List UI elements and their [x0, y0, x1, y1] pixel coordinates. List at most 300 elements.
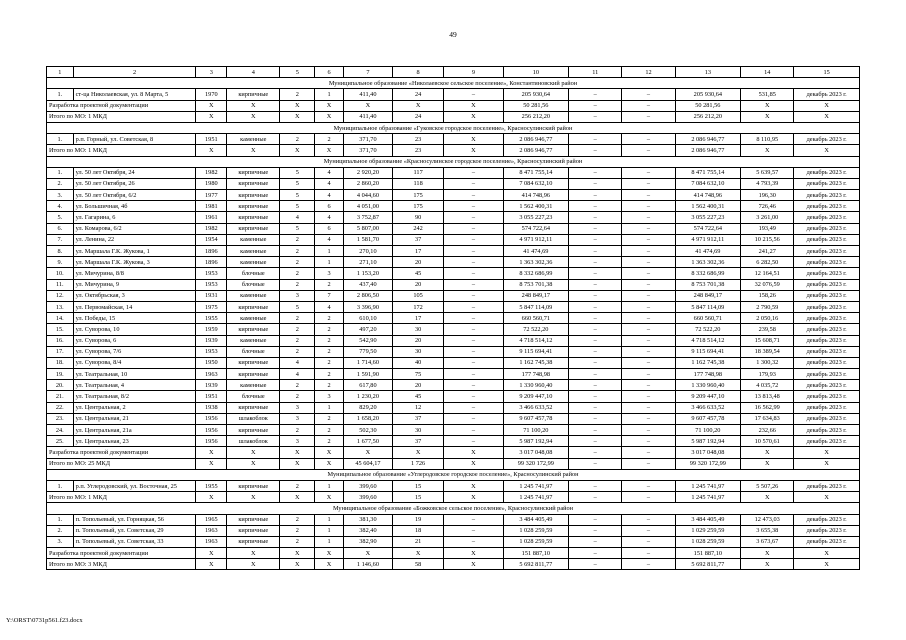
- table-cell: –: [569, 100, 622, 111]
- table-row: [47, 190, 860, 201]
- table-cell: X: [196, 145, 227, 156]
- table-cell: –: [444, 380, 503, 391]
- table-cell: 117: [393, 167, 444, 178]
- table-cell: 37: [393, 436, 444, 447]
- table-cell: 75: [393, 369, 444, 380]
- table-cell: 2: [280, 257, 315, 268]
- table-cell: 6: [315, 201, 344, 212]
- table-cell: декабрь 2023 г.: [794, 201, 860, 212]
- table-cell: 2: [280, 268, 315, 279]
- table-cell: X: [280, 447, 315, 458]
- table-cell: 2: [280, 391, 315, 402]
- table-cell: 411,40: [343, 111, 392, 122]
- table-row: [47, 536, 860, 547]
- table-cell: 1955: [196, 480, 227, 491]
- column-header: 7: [343, 67, 392, 78]
- table-cell: 20.: [47, 380, 74, 391]
- table-cell: –: [444, 279, 503, 290]
- table-cell: 151 887,10: [503, 548, 569, 559]
- table-cell: 502,30: [343, 425, 392, 436]
- table-cell: X: [794, 458, 860, 469]
- table-cell: X: [444, 145, 503, 156]
- table-cell: кирпичные: [227, 402, 280, 413]
- table-cell: –: [622, 480, 675, 491]
- table-cell: 5: [280, 178, 315, 189]
- table-cell: 248 849,17: [503, 290, 569, 301]
- table-cell: 3 484 405,49: [675, 514, 741, 525]
- table-cell: –: [569, 514, 622, 525]
- table-cell: 1939: [196, 335, 227, 346]
- summary-label: Итого по МО: 3 МКД: [47, 559, 196, 570]
- table-cell: 14.: [47, 313, 74, 324]
- table-cell: шлакоблок: [227, 413, 280, 424]
- table-cell: –: [569, 335, 622, 346]
- table-cell: –: [444, 436, 503, 447]
- table-cell: декабрь 2023 г.: [794, 536, 860, 547]
- table-cell: 2: [315, 335, 344, 346]
- table-row: [47, 212, 860, 223]
- table-cell: X: [393, 100, 444, 111]
- table-cell: –: [569, 190, 622, 201]
- table-cell: 1982: [196, 223, 227, 234]
- table-cell: –: [569, 246, 622, 257]
- table-cell: –: [569, 380, 622, 391]
- table-cell: 193,49: [741, 223, 794, 234]
- address-cell: р.п. Горный, ул. Советская, 8: [73, 134, 196, 145]
- table-cell: 58: [393, 559, 444, 570]
- table-cell: 8 753 701,38: [675, 279, 741, 290]
- table-cell: 45: [393, 268, 444, 279]
- table-cell: X: [227, 111, 280, 122]
- table-cell: 2: [280, 324, 315, 335]
- table-cell: X: [196, 548, 227, 559]
- table-cell: декабрь 2023 г.: [794, 167, 860, 178]
- table-cell: каменные: [227, 380, 280, 391]
- footer-file-path: Y:\ORST\0731p561.f23.docx: [6, 617, 83, 624]
- table-cell: 1 245 741,97: [503, 492, 569, 503]
- table-cell: 1980: [196, 178, 227, 189]
- table-cell: 19: [393, 514, 444, 525]
- section-header-row: [47, 469, 860, 480]
- table-cell: декабрь 2023 г.: [794, 212, 860, 223]
- table-cell: 172: [393, 301, 444, 312]
- table-cell: 497,20: [343, 324, 392, 335]
- table-cell: 2: [280, 279, 315, 290]
- table-cell: каменные: [227, 134, 280, 145]
- table-cell: 2: [315, 425, 344, 436]
- table-cell: X: [444, 134, 503, 145]
- table-cell: 1896: [196, 257, 227, 268]
- table-cell: 2 860,20: [343, 178, 392, 189]
- table-cell: 13 813,48: [741, 391, 794, 402]
- table-cell: 9 115 694,41: [503, 346, 569, 357]
- table-cell: 9 209 447,10: [503, 391, 569, 402]
- table-cell: 15 608,71: [741, 335, 794, 346]
- table-cell: 4: [315, 190, 344, 201]
- table-cell: 1 562 400,31: [503, 201, 569, 212]
- table-cell: 1975: [196, 301, 227, 312]
- table-cell: X: [315, 458, 344, 469]
- table-cell: 30: [393, 346, 444, 357]
- table-cell: 5: [280, 190, 315, 201]
- table-cell: 2: [315, 436, 344, 447]
- table-cell: 2 920,20: [343, 167, 392, 178]
- table-cell: 9 209 447,10: [675, 391, 741, 402]
- table-cell: X: [196, 111, 227, 122]
- address-cell: ул. Театральная, 10: [73, 369, 196, 380]
- table-cell: 1 363 302,36: [503, 257, 569, 268]
- table-cell: –: [444, 178, 503, 189]
- table-cell: 2 050,16: [741, 313, 794, 324]
- table-cell: каменные: [227, 335, 280, 346]
- summary-label: Разработка проектной документации: [47, 548, 196, 559]
- table-cell: кирпичные: [227, 190, 280, 201]
- table-cell: 9.: [47, 257, 74, 268]
- table-cell: X: [741, 548, 794, 559]
- address-cell: ул. Центральная, 23: [73, 436, 196, 447]
- table-cell: 4: [280, 212, 315, 223]
- table-cell: 8 110,95: [741, 134, 794, 145]
- table-cell: 3: [315, 268, 344, 279]
- table-cell: 8.: [47, 246, 74, 257]
- table-cell: 30: [393, 324, 444, 335]
- table-cell: 175: [393, 190, 444, 201]
- table-cell: 5 847 114,09: [503, 301, 569, 312]
- table-cell: –: [444, 290, 503, 301]
- table-cell: 2: [315, 134, 344, 145]
- summary-label: Итого по МО: 25 МКД: [47, 458, 196, 469]
- table-cell: 205 930,64: [503, 89, 569, 100]
- address-cell: р.п. Углеродовский, ул. Восточная, 25: [73, 480, 196, 491]
- table-cell: 242: [393, 223, 444, 234]
- table-cell: кирпичные: [227, 89, 280, 100]
- table-cell: 1951: [196, 391, 227, 402]
- table-cell: –: [569, 525, 622, 536]
- table-cell: X: [280, 458, 315, 469]
- table-cell: –: [622, 223, 675, 234]
- table-row: [47, 369, 860, 380]
- column-header: 4: [227, 67, 280, 78]
- table-cell: 1: [315, 536, 344, 547]
- table-row: [47, 301, 860, 312]
- table-cell: –: [444, 268, 503, 279]
- table-cell: 382,40: [343, 525, 392, 536]
- table-cell: 2: [315, 324, 344, 335]
- table-cell: X: [227, 100, 280, 111]
- table-cell: 23.: [47, 413, 74, 424]
- table-cell: –: [622, 201, 675, 212]
- table-cell: 3 466 633,52: [675, 402, 741, 413]
- table-cell: X: [794, 145, 860, 156]
- table-cell: –: [622, 346, 675, 357]
- table-cell: –: [569, 402, 622, 413]
- address-cell: ул. Ленина, 22: [73, 234, 196, 245]
- table-cell: 90: [393, 212, 444, 223]
- address-cell: п. Топольевый, ул. Советская, 29: [73, 525, 196, 536]
- table-cell: 5 847 114,09: [675, 301, 741, 312]
- table-cell: 1 677,50: [343, 436, 392, 447]
- table-cell: 1: [315, 480, 344, 491]
- table-row: [47, 514, 860, 525]
- table-cell: 21.: [47, 391, 74, 402]
- table-cell: 574 722,64: [503, 223, 569, 234]
- table-cell: 2: [280, 525, 315, 536]
- table-cell: X: [227, 145, 280, 156]
- table-cell: 1: [315, 514, 344, 525]
- table-cell: –: [569, 492, 622, 503]
- table-cell: 3 673,67: [741, 536, 794, 547]
- table-cell: X: [343, 100, 392, 111]
- table-cell: 4 035,72: [741, 380, 794, 391]
- table-cell: 381,30: [343, 514, 392, 525]
- column-header: 3: [196, 67, 227, 78]
- table-cell: каменные: [227, 313, 280, 324]
- table-cell: 1956: [196, 436, 227, 447]
- table-cell: 8 332 686,99: [675, 268, 741, 279]
- table-cell: 4 718 514,12: [675, 335, 741, 346]
- table-cell: –: [569, 536, 622, 547]
- table-cell: –: [444, 335, 503, 346]
- table-cell: –: [444, 514, 503, 525]
- column-header: 5: [280, 67, 315, 78]
- address-cell: п. Топольевый, ул. Советская, 33: [73, 536, 196, 547]
- table-cell: 574 722,64: [675, 223, 741, 234]
- summary-row: [47, 447, 860, 458]
- table-cell: 829,20: [343, 402, 392, 413]
- table-cell: X: [794, 100, 860, 111]
- column-header: 9: [444, 67, 503, 78]
- summary-row: [47, 548, 860, 559]
- table-cell: декабрь 2023 г.: [794, 313, 860, 324]
- table-cell: X: [280, 145, 315, 156]
- table-cell: –: [622, 257, 675, 268]
- table-cell: 175: [393, 201, 444, 212]
- table-cell: X: [280, 559, 315, 570]
- table-cell: кирпичные: [227, 167, 280, 178]
- table-cell: 9 607 457,78: [503, 413, 569, 424]
- table-row: [47, 480, 860, 491]
- table-cell: –: [569, 178, 622, 189]
- table-cell: кирпичные: [227, 514, 280, 525]
- table-cell: 72 522,20: [503, 324, 569, 335]
- table-cell: 1954: [196, 234, 227, 245]
- table-cell: 3: [280, 402, 315, 413]
- table-cell: –: [569, 279, 622, 290]
- table-cell: 3: [280, 413, 315, 424]
- table-cell: 3 055 227,23: [503, 212, 569, 223]
- table-cell: 23: [393, 145, 444, 156]
- table-cell: блочные: [227, 268, 280, 279]
- table-cell: –: [444, 425, 503, 436]
- table-cell: 1 363 302,36: [675, 257, 741, 268]
- table-cell: 3 017 048,08: [503, 447, 569, 458]
- table-cell: 1953: [196, 346, 227, 357]
- table-cell: 4: [280, 369, 315, 380]
- table-cell: декабрь 2023 г.: [794, 257, 860, 268]
- table-cell: 371,70: [343, 145, 392, 156]
- table-cell: 2.: [47, 525, 74, 536]
- table-cell: –: [622, 100, 675, 111]
- table-cell: X: [444, 458, 503, 469]
- table-row: [47, 279, 860, 290]
- table-cell: 8 471 755,14: [503, 167, 569, 178]
- column-header: 2: [73, 67, 196, 78]
- table-cell: X: [444, 447, 503, 458]
- table-cell: X: [444, 492, 503, 503]
- table-cell: –: [569, 447, 622, 458]
- table-cell: X: [315, 145, 344, 156]
- table-cell: 17.: [47, 346, 74, 357]
- table-cell: 1982: [196, 167, 227, 178]
- table-cell: 610,10: [343, 313, 392, 324]
- table-cell: 10.: [47, 268, 74, 279]
- table-cell: –: [444, 413, 503, 424]
- table-cell: 5 692 811,77: [675, 559, 741, 570]
- table-cell: 7.: [47, 234, 74, 245]
- table-cell: блочные: [227, 279, 280, 290]
- table-cell: –: [569, 425, 622, 436]
- section-title: Муниципальное образование «Николаевское сельское поселение», Константиновский район: [47, 78, 860, 89]
- table-cell: X: [315, 447, 344, 458]
- table-cell: –: [622, 111, 675, 122]
- table-cell: –: [569, 369, 622, 380]
- table-cell: 1 146,60: [343, 559, 392, 570]
- table-cell: X: [227, 458, 280, 469]
- table-cell: декабрь 2023 г.: [794, 290, 860, 301]
- summary-row: [47, 458, 860, 469]
- table-cell: 1931: [196, 290, 227, 301]
- table-row: [47, 380, 860, 391]
- summary-label: Итого по МО: 1 МКД: [47, 492, 196, 503]
- table-cell: 2 790,59: [741, 301, 794, 312]
- table-cell: 232,66: [741, 425, 794, 436]
- summary-label: Разработка проектной документации: [47, 100, 196, 111]
- table-cell: декабрь 2023 г.: [794, 380, 860, 391]
- address-cell: ул. Театральная, 4: [73, 380, 196, 391]
- table-cell: 20: [393, 279, 444, 290]
- table-cell: 1: [315, 257, 344, 268]
- table-cell: 10 215,56: [741, 234, 794, 245]
- address-cell: ул. Центральная, 2: [73, 402, 196, 413]
- table-cell: X: [343, 548, 392, 559]
- table-cell: –: [622, 413, 675, 424]
- table-cell: 13.: [47, 301, 74, 312]
- table-cell: –: [622, 536, 675, 547]
- table-cell: 8 332 686,99: [503, 268, 569, 279]
- column-header: 14: [741, 67, 794, 78]
- table-cell: 4 793,39: [741, 178, 794, 189]
- table-cell: 3 017 048,08: [675, 447, 741, 458]
- table-cell: 1 029 259,59: [675, 525, 741, 536]
- table-cell: 1.: [47, 480, 74, 491]
- table-cell: X: [196, 458, 227, 469]
- table-cell: 9 115 694,41: [675, 346, 741, 357]
- table-cell: 531,85: [741, 89, 794, 100]
- table-cell: 4: [315, 167, 344, 178]
- address-cell: ул. 50 лет Октября, 24: [73, 167, 196, 178]
- table-row: [47, 134, 860, 145]
- table-row: [47, 324, 860, 335]
- table-cell: 2: [280, 313, 315, 324]
- table-cell: 2: [280, 480, 315, 491]
- table-cell: декабрь 2023 г.: [794, 391, 860, 402]
- table-cell: 5: [280, 223, 315, 234]
- table-cell: –: [622, 324, 675, 335]
- table-row: [47, 167, 860, 178]
- table-cell: 177 748,98: [675, 369, 741, 380]
- table-cell: декабрь 2023 г.: [794, 234, 860, 245]
- table-cell: –: [622, 525, 675, 536]
- table-cell: –: [569, 357, 622, 368]
- table-cell: –: [569, 413, 622, 424]
- table-cell: 15: [393, 492, 444, 503]
- table-cell: –: [444, 246, 503, 257]
- section-title: Муниципальное образование «Божковское сельское поселение», Красносулинский район: [47, 503, 860, 514]
- table-cell: 12 164,51: [741, 268, 794, 279]
- table-cell: 414 748,96: [503, 190, 569, 201]
- table-cell: 2: [280, 134, 315, 145]
- section-header-row: [47, 156, 860, 167]
- table-cell: 2: [315, 380, 344, 391]
- table-cell: 12.: [47, 290, 74, 301]
- table-cell: 1981: [196, 201, 227, 212]
- table-cell: 37: [393, 234, 444, 245]
- table-cell: 12: [393, 402, 444, 413]
- table-cell: 9 607 457,78: [675, 413, 741, 424]
- table-cell: –: [444, 525, 503, 536]
- table-cell: X: [794, 548, 860, 559]
- table-cell: 1: [315, 246, 344, 257]
- table-cell: 6 282,50: [741, 257, 794, 268]
- table-cell: 779,50: [343, 346, 392, 357]
- table-cell: 660 560,71: [503, 313, 569, 324]
- table-cell: 37: [393, 413, 444, 424]
- table-cell: –: [444, 346, 503, 357]
- table-cell: 4: [315, 212, 344, 223]
- table-cell: –: [569, 145, 622, 156]
- table-cell: кирпичные: [227, 178, 280, 189]
- table-cell: 1956: [196, 413, 227, 424]
- table-cell: –: [622, 234, 675, 245]
- table-cell: 1951: [196, 134, 227, 145]
- table-cell: 12 473,03: [741, 514, 794, 525]
- table-cell: 2: [280, 514, 315, 525]
- table-cell: 71 100,20: [503, 425, 569, 436]
- table-cell: 45: [393, 391, 444, 402]
- table-cell: каменные: [227, 290, 280, 301]
- table-cell: 5 507,26: [741, 480, 794, 491]
- table-cell: 4: [315, 234, 344, 245]
- table-cell: 256 212,20: [503, 111, 569, 122]
- table-cell: X: [741, 458, 794, 469]
- table-cell: –: [622, 313, 675, 324]
- table-cell: 1 028 259,59: [675, 536, 741, 547]
- table-cell: –: [444, 89, 503, 100]
- table-cell: декабрь 2023 г.: [794, 89, 860, 100]
- table-cell: 2: [280, 425, 315, 436]
- table-cell: 5 639,57: [741, 167, 794, 178]
- table-cell: 105: [393, 290, 444, 301]
- table-cell: 617,80: [343, 380, 392, 391]
- table-cell: 2 086 946,77: [503, 145, 569, 156]
- table-row: [47, 234, 860, 245]
- table-cell: –: [569, 290, 622, 301]
- table-cell: 2: [315, 369, 344, 380]
- section-title: Муниципальное образование «Углеродовское городское поселение», Красносулинский район: [47, 469, 860, 480]
- table-cell: X: [315, 100, 344, 111]
- table-cell: –: [569, 201, 622, 212]
- table-cell: 5: [280, 201, 315, 212]
